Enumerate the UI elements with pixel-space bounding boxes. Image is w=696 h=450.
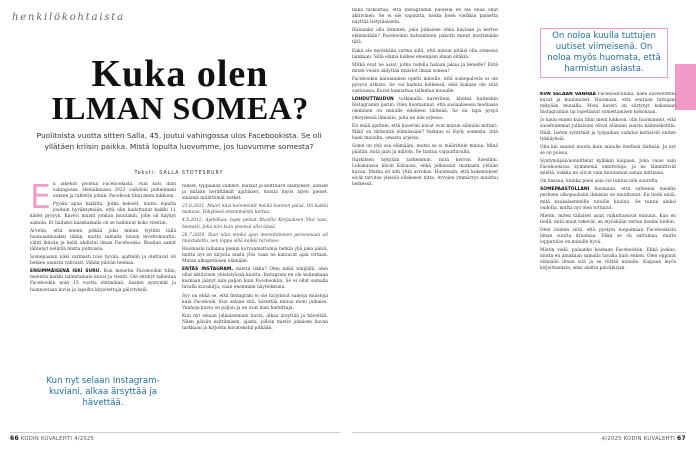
paragraph: Arvelin, että ennen pitkää joku minun tyylitin tällä haunuaimuuden tähän, mutta samalla tunsin levottomuutta: vältti ikävän ja kellä ahdistui ilman Facebookia. Ruudun aamit lähtenyt nellyllä mutta puhtoisia. bbox=[30, 228, 176, 252]
paragraph-text: Facebook-tiliäni, näen kavereitteni kuvat ja kuulumiset. Huomaan, että seuraan tuttujani nykyään muualla. Moni kaveri on siirtynyt kokonaan Instagramiin tai lopettanut somettamisen kokonaan. bbox=[540, 92, 676, 116]
paragraph bbox=[182, 204, 328, 216]
paragraph: Harkitsen nykyään tarkemmin, mitä kerron itsestäni. Lokakuussa kävin Kiinassa, enkä julkaissut matkasta yhtään kuvaa. Matka oli silti yhtä arvokas. Huomasin, että kokemukset eivät tarvitse yleisöä ollakseen totta. Arvojen ymmärrys muuttui hetkessä. bbox=[352, 158, 498, 188]
paragraph: Syy on ehkä se, että Instagram ei ole tarjonnut samoja muistoja kuin Facebook. Kun selaan sitä, hävettää minua moni julkaisu. Vanhoja kuvia on paljon ja ne ovat liian harkittuja. bbox=[182, 293, 328, 311]
paragraph bbox=[30, 269, 176, 293]
paragraph bbox=[182, 233, 328, 245]
paragraph bbox=[540, 187, 676, 211]
paragraph: En enää ajattele, että kaverini kuvat ovat minun elämäni mittari. Mikä on tärkeintä elämässäni? Vastaus ei löydy somesta. Sitä haen muualta, omasta arjesta. bbox=[352, 123, 498, 141]
paragraph: Haluanko olla ihminen, joka julkaisee omia kuviaan ja kertoo elämästään? Facebookin katoaminen pakotti minut miettimään tätä. bbox=[352, 28, 498, 46]
paragraph: Mitkä ovat ne asiat, jotka todella haluan jakaa ja kenelle? Entä miten voisin säilyttää muistot ilman somea? bbox=[352, 62, 498, 74]
page-number: 66 bbox=[10, 435, 19, 442]
subhead: ENTÄS INSTAGRAM, bbox=[182, 267, 234, 273]
subhead: SOMEPAASTOLLANI bbox=[540, 187, 590, 193]
paragraph: On hassua, kuinka pieni asia voi tuntua niin suurelta. bbox=[540, 179, 659, 185]
byline: Teksti: SALLA STOTESBURY bbox=[134, 171, 224, 176]
paragraph: Pyysin apua kaikilta. Jotka kekseit, mutta lopulta jouduin hyväksymään, että olin kadottanut kaikki 11 kädet pysyyn. Kaveri muisti jonkun muutakin, jolle oli käynyt samoin. Et haitaksi kaaskamalla oli se hallinnut koko viestiin. bbox=[30, 202, 176, 226]
quoted-post: 23.8.2011. Maori kävi kommentit meillä kunnon päivä. Oli kaikki mukana. Yökylässä ensimmäistä kertaa. bbox=[182, 204, 328, 216]
paragraph-text: tutkimalla kaveriteni, kiinteä kuitenkin Instagramin pariin. Olen huomannut, että sosiaalisessa mediassa oleminen on minulle edelleen tärkeää. Se on tapa pysyä yhteydessä ihmisiin, joita en näe arjessa. bbox=[352, 97, 498, 121]
pullquote-right-box bbox=[540, 28, 668, 78]
section-label: henkilökohtaista bbox=[12, 12, 125, 23]
paragraph: tukset, typpaikan vaihdot, matkat ja kulttuurit elämykset, uutiset ja mitään herättämät ajatukset, muuta myös arjen pienet, sinänsä mitättömät hetket. bbox=[182, 184, 328, 202]
paragraph: Olen iloinen siitä, että pystyin luopumaan Facebookista ilman suurta draamaa. Ehkä se oli sattumaa, mutta lopputulos on minulle hyvä. bbox=[540, 227, 676, 246]
dropcap: E bbox=[30, 182, 51, 216]
headline-line1: Kuka olen bbox=[91, 53, 269, 95]
subhead: KUN SELAAN VANHAA bbox=[540, 92, 596, 97]
article-column-1 bbox=[30, 182, 176, 366]
pullquote-right: On noloa kuulla tuttujen uutiset viimeisenä. On noloa myös huomata, että harmistun asiasta. bbox=[547, 31, 661, 74]
paragraph bbox=[540, 92, 676, 116]
paragraph: Some on yhä osa elämääni, mutta se ei määrittele minua. Minä päätän, mitä jaan ja milloin. Se tuntuu vapauttavalta. bbox=[352, 143, 498, 155]
footer-divider-left bbox=[10, 432, 340, 433]
paragraph bbox=[182, 218, 328, 230]
paragraph: Huomasin tallanna pienin korvaamattomia hetkiä yhä joka päivä, mutta nyt en kirjoita niistä ylös vaan ne katoavat ajan virtaan. Minun alkuperäisen elämään. bbox=[182, 246, 328, 265]
paragraph: Somepaanin näki varmasti toisi hyvää, ajattelin ja otettavat oli hetken onnistu vahvasti. Vähän päivän teemaa. bbox=[30, 255, 176, 267]
paragraph: mikä tarkoittaa, että Instagramin puolella en ole enää ollut aktiivinen. Se ei ole vapautta, koska koen vieläkin painetta näyttää tietynlaiselta. bbox=[352, 8, 498, 26]
accent-bar bbox=[675, 64, 696, 110]
paragraph: Enkä ole myöskään varma siitä, että minun pitäisi olla somessa lainkaan. Sillä elämä kulkee eteenpäin ilman sitäkin. bbox=[352, 48, 498, 60]
subhead: LOHDUTTAUDUN bbox=[352, 97, 394, 103]
paragraph-text: Kun menetin Facebookin tilini, menetin kaikki tallentamani kuvat ja viestit. Ole ehtinyt tallentaa Facebookin noin 15 vuotta ehtimänni. Aasten syntymät ja luonnostaan kuvia ja lapsilta kirjoitettuja päivityksiä. bbox=[30, 269, 176, 293]
ingress: Puolitoista vuotta sitten Salla, 45, joutui vahingossa ulos Facebookista. Se oli yllätäen kriisin paikka. Mistä lopulta luovumme, jos luovumme somesta? bbox=[36, 131, 322, 151]
paragraph bbox=[182, 267, 328, 291]
paragraph-text: n alkenut poistua Facebookista. Niin kävi ihan vahingossa. Heinäkuussa 2023 vaihdoin puhelimeni uuteen ja tabletin jotain. Facebook tilini meni lukkoon. bbox=[52, 182, 176, 200]
magazine-issue: KODIN KUVALEHTI 4/2025 bbox=[20, 436, 95, 442]
article-column-3 bbox=[352, 8, 498, 428]
article-column-4 bbox=[540, 92, 676, 428]
quoted-post: 4.5.2012. Ajatelkaa: lapsi pelaat Iltasilla Korjauksen Yksi taas, hienosti. Joka niin kuin yleensä olisi tässä. bbox=[182, 218, 328, 230]
magazine-issue: 4/2025 KODIN KUVALEHTI bbox=[601, 436, 676, 442]
paragraph: Mietin vielä, palaanko koskaan Facebookiin. Ehkä joskus, mutta en ainakaan samalla tavalla kuin ennen. Olen oppinut elämään ilman sitä ja se riittää minulle. Kaipaan myös kirjoittamista, siksi aloitin päiväkirjan. bbox=[540, 248, 676, 272]
subhead: ENSIMMÄISENÄ ISKI SURU. bbox=[30, 269, 102, 275]
paragraph-text: miettä tikka? Olen mikä tekijällä, olen ollut aktiivinen yhteistyössä kautta. Instagram en ole kuitenkaan koskaan jäänyt niin paljon kuin Facebookiin. Se ei ollut samalla tavalla kuvakirja, vaan enemmän näyteikkuna. bbox=[182, 267, 328, 291]
paragraph: Jo kaun ennen kuin tilini meni lukkoon, olin huomannut, että suosituimmat julkaisuni olivat elämäni suuria käännekohtia. Häät, lasten syntymät ja työpaikan vaihdos keräsivät eniten tykkäyksiä. bbox=[540, 118, 676, 142]
paragraph: Syntymäpäiväonnittelut kylläkin kaipaan. Joka vuosi sain Facebookissa kymmeniä onnitteluja, ja ne lämmittivät mieltä, vaikka ne olivat vain muutaman sanan mittaisia. bbox=[540, 158, 676, 177]
paragraph bbox=[352, 97, 498, 121]
paragraph: Kun nyt selaan julkaisemiani kuvia, alkaa ärsyttää ja hävettää. Näen päivän esittämisen, ajasta, jolloin mietin jokaisen kuvan tarkkaan ja kirjoitin kuvatekstiä pitkään. bbox=[182, 313, 328, 331]
quoted-post: 28.7.2020. Ihan näin minkä ajan menettämisen persoonaan oli muistutettu, sen loppu sillä kaikki tarvitsee. bbox=[182, 232, 328, 244]
article-column-2 bbox=[182, 184, 328, 434]
pullquote-left: Kun nyt selaan Instagram-kuviani, alkaa ärsyttää ja hävettää. bbox=[46, 376, 160, 408]
footer-right bbox=[352, 435, 686, 442]
footer-divider-right bbox=[352, 432, 686, 433]
paragraph: Mietin, miten tällaiset asiat vaikuttaisivat minuun. Kun en tiedä, mitä muut tekevät, en myöskään vertaa itseäni heihin. bbox=[540, 213, 676, 225]
page-number: 67 bbox=[677, 435, 686, 442]
paragraph-text: huomaan, että suhteeni meidän perheen ulkopuolisiin ihmisiin on muuttunut. En tiedä enää, mitä kaukaisemmille tutuille kuuluu. Se tuntui aluksi oudolta, mutta nyt olen tottunut. bbox=[540, 187, 676, 211]
paragraph: Olin kai saanut muuta kuin minulle itselleni tärkeää. Ja nyt se on poissa. bbox=[540, 144, 676, 156]
footer-left bbox=[10, 435, 94, 442]
paragraph: Facebookin katoaminen opetti minulle, että somepalvelu ei ole pysyvä arkisto. Se voi kadota hetkessä, eikä kukaan ole siitä vastuussa. Kuvat kannattaa tallentaa muualle. bbox=[352, 76, 498, 95]
headline-line2: ILMAN SOMEA? bbox=[51, 90, 309, 126]
